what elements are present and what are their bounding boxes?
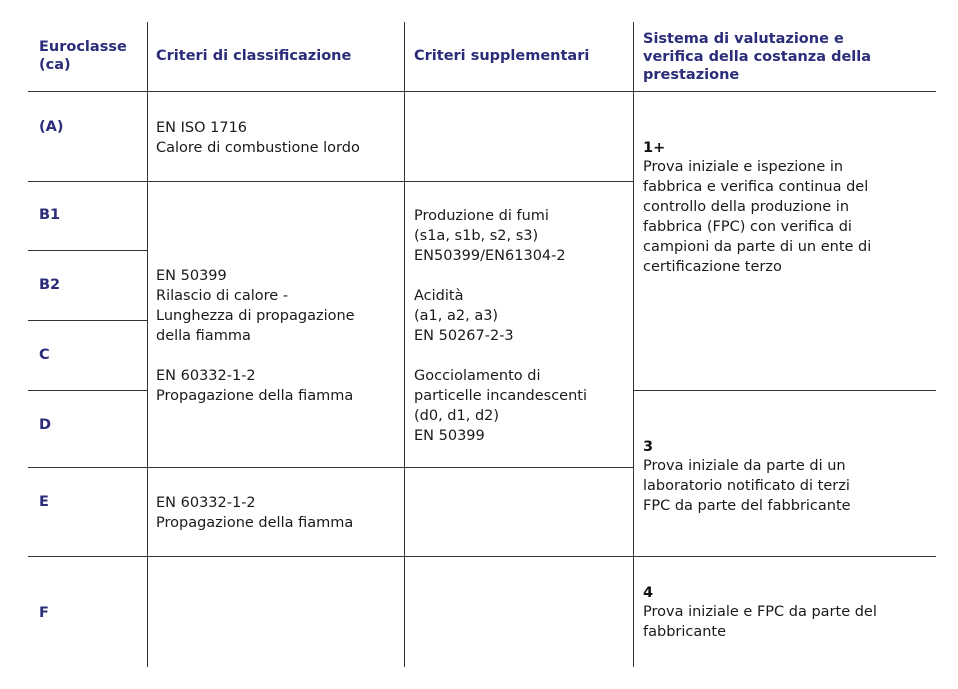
row-divider: [28, 181, 633, 182]
header-classification-criteria: Criteri di classificazione: [156, 48, 352, 64]
column-divider: [404, 22, 405, 667]
row-divider: [28, 250, 147, 251]
header-euroclass: Euroclasse (ca): [39, 39, 127, 73]
criteria-class-b-to-d: EN 50399 Rilascio di calore - Lunghezza di propagazione della fiamma EN 60332-1-2 Propagazione della fiamma: [156, 268, 355, 404]
class-label-f: F: [39, 605, 49, 621]
system-description-3: Prova iniziale da parte di un laboratorio notificato di terzi FPC da parte del fabbricante: [643, 458, 851, 514]
row-divider: [28, 556, 936, 557]
column-divider: [147, 22, 148, 667]
class-label-e: E: [39, 494, 49, 510]
criteria-class-e: EN 60332-1-2 Propagazione della fiamma: [156, 495, 354, 531]
system-description-4: Prova iniziale e FPC da parte del fabbricante: [643, 604, 877, 640]
class-label-a: (A): [39, 119, 64, 135]
system-code-1plus: 1+: [643, 140, 666, 156]
criteria-class-a: EN ISO 1716 Calore di combustione lordo: [156, 120, 360, 156]
class-label-b1: B1: [39, 207, 61, 223]
header-supplementary-criteria: Criteri supplementari: [414, 48, 590, 64]
class-label-c: C: [39, 347, 50, 363]
system-code-4: 4: [643, 585, 654, 601]
supplementary-criteria-b-to-d: Produzione di fumi (s1a, s1b, s2, s3) EN50399/EN61304-2 Acidità (a1, a2, a3) EN 50267-2-3 Gocciolamento di particelle incandescenti (d0, d1, d2) EN 50399: [414, 208, 587, 444]
row-divider: [28, 390, 147, 391]
header-assessment-system: Sistema di valutazione e verifica della costanza della prestazione: [643, 31, 872, 83]
row-divider: [633, 390, 936, 391]
column-divider: [633, 22, 634, 667]
class-label-d: D: [39, 417, 52, 433]
header-divider: [28, 91, 936, 92]
row-divider: [28, 320, 147, 321]
row-divider: [28, 467, 633, 468]
system-code-3: 3: [643, 439, 654, 455]
class-label-b2: B2: [39, 277, 61, 293]
system-description-1plus: Prova iniziale e ispezione in fabbrica e verifica continua del controllo della produzione in fabbrica (FPC) con verifica di campioni da parte di un ente di certificazione terzo: [643, 159, 872, 275]
